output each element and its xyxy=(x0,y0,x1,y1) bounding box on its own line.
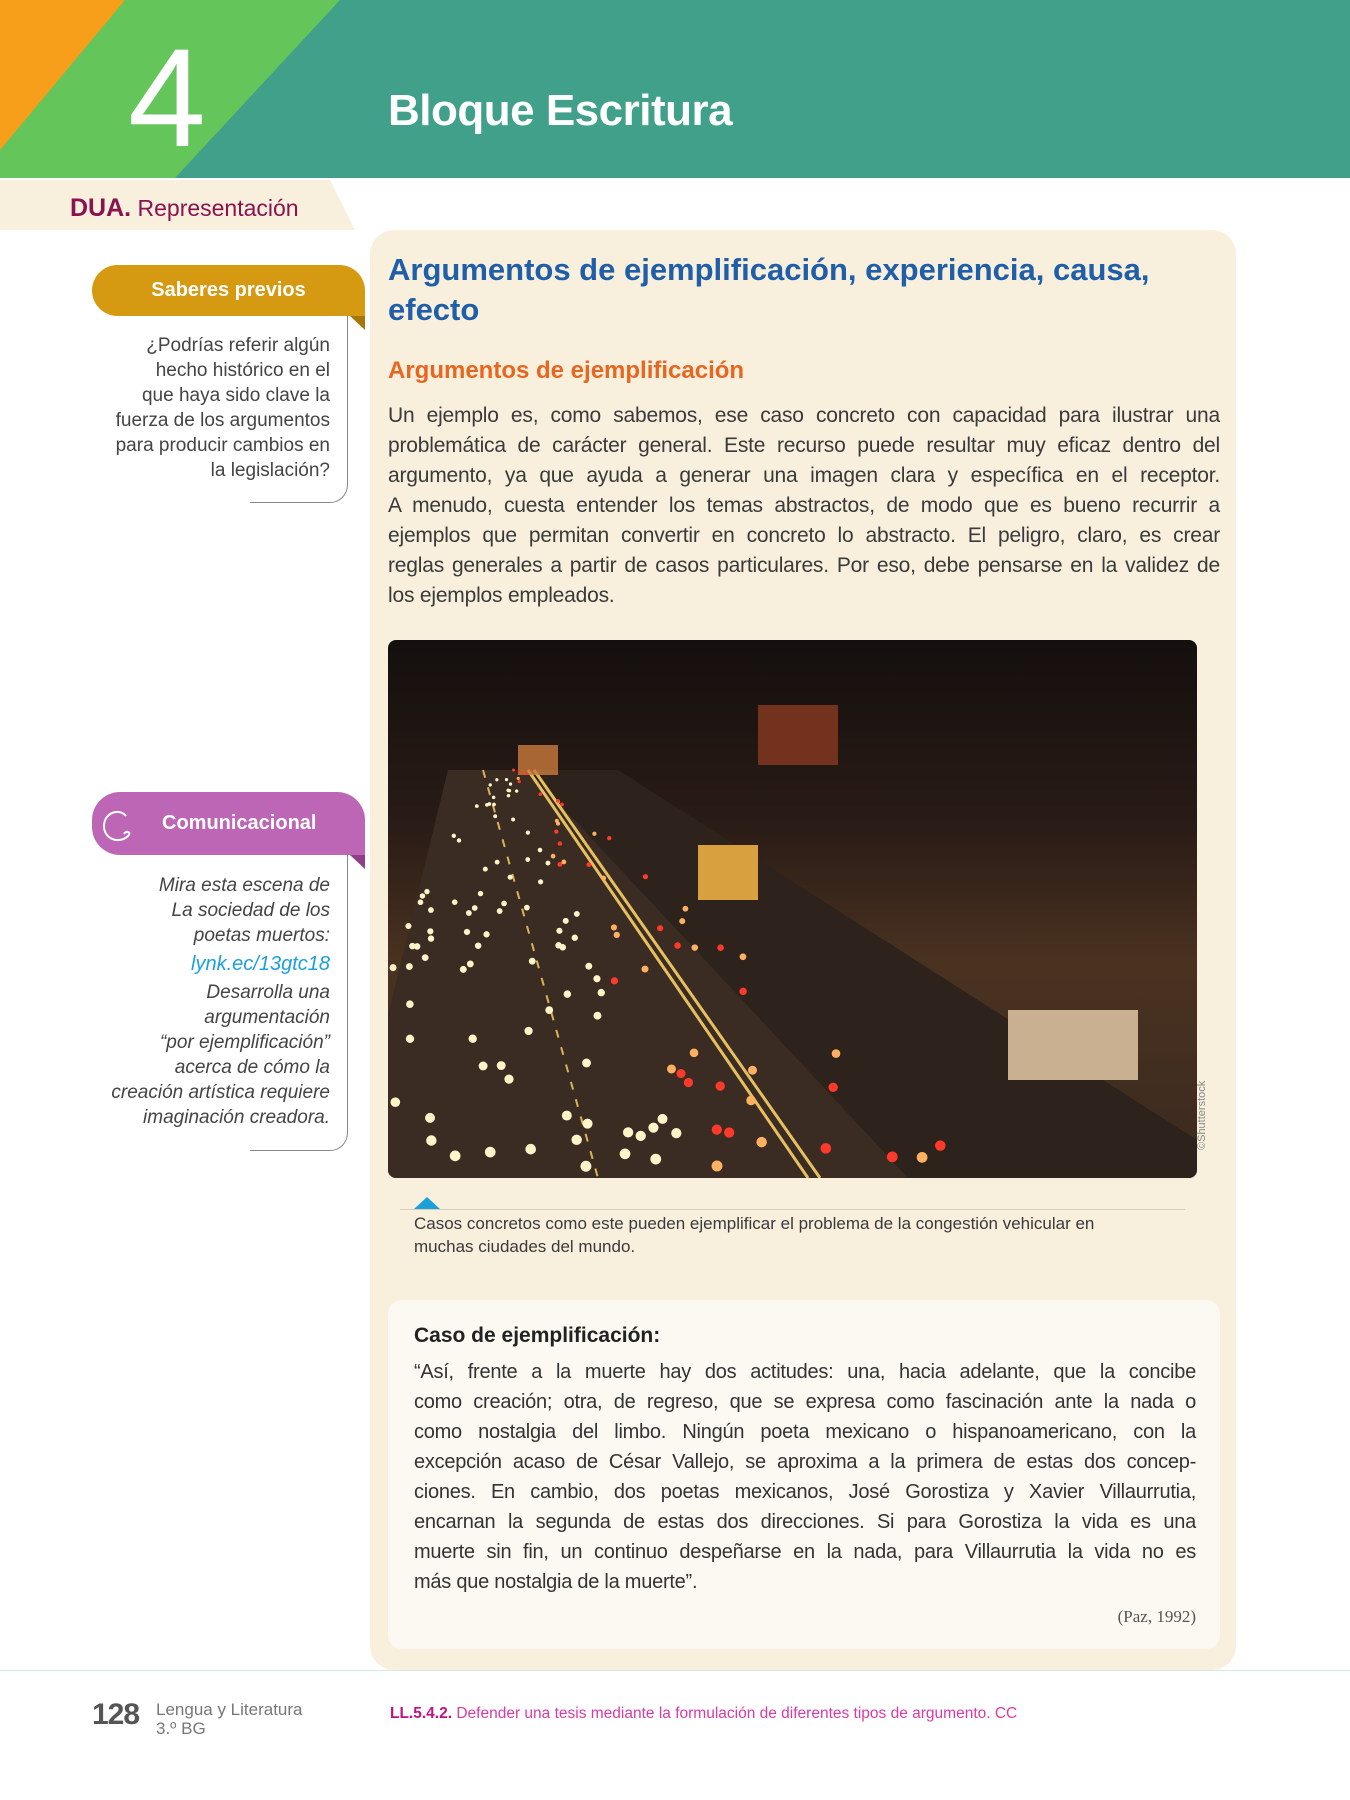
quote-line: como nostalgia del limbo. Ningún poeta mexicano o hispanoamericano, con la xyxy=(414,1421,1196,1443)
vehicle-light xyxy=(712,1161,723,1172)
subject-label xyxy=(156,1700,303,1738)
vehicle-light xyxy=(832,1049,841,1058)
vehicle-light xyxy=(556,822,560,826)
vehicle-light xyxy=(592,832,596,836)
vehicle-light xyxy=(917,1152,928,1163)
vehicle-light xyxy=(450,1151,461,1162)
vehicle-light xyxy=(671,1128,681,1138)
vehicle-light xyxy=(518,770,521,773)
vehicle-light xyxy=(582,1059,591,1068)
vehicle-light xyxy=(594,1012,602,1020)
vehicle-light xyxy=(828,1083,837,1092)
vehicle-light xyxy=(507,794,511,798)
vehicle-light xyxy=(406,1000,414,1008)
vehicle-light xyxy=(642,966,649,973)
vehicle-light xyxy=(563,918,569,924)
vehicle-light xyxy=(495,778,498,781)
traffic-photo xyxy=(388,640,1197,1178)
caption-line: Casos concretos como este pueden ejemplificar el problema de la congestión vehicular en xyxy=(414,1214,1095,1233)
saberes-previos-header xyxy=(92,265,365,316)
vehicle-light xyxy=(582,1119,592,1129)
caption-divider xyxy=(400,1209,1185,1210)
vehicle-light xyxy=(724,1127,734,1137)
vehicle-light xyxy=(485,1147,496,1158)
vehicle-light xyxy=(391,1097,401,1107)
body-line: problemática de carácter general. Este recurso puede resultar muy eficaz dentro del xyxy=(388,434,1220,457)
vehicle-light xyxy=(515,789,518,792)
quote-line: excepción acaso de César Vallejo, se aproxima a la primera de estas dos concep- xyxy=(414,1451,1196,1473)
vehicle-light xyxy=(479,1062,488,1071)
vehicle-light xyxy=(492,796,496,800)
dua-label xyxy=(70,194,299,223)
vehicle-light xyxy=(469,1035,477,1043)
vehicle-light xyxy=(406,963,413,970)
caption-line: muchas ciudades del mundo. xyxy=(414,1237,636,1256)
vehicle-light xyxy=(511,818,515,822)
vehicle-light xyxy=(467,960,474,967)
quote-line: encarnan la segunda de estas dos direcciones. Si para Gorostiza la vida es una xyxy=(414,1511,1196,1533)
saberes-line: fuerza de los argumentos xyxy=(115,410,330,431)
vehicle-light xyxy=(611,924,617,930)
vehicle-light xyxy=(428,907,434,913)
footer-divider xyxy=(0,1670,1350,1671)
photo-credit: ©Shutterstock xyxy=(1196,1080,1208,1150)
vehicle-light xyxy=(574,911,580,917)
com-line: poetas muertos: xyxy=(193,925,330,946)
vehicle-light xyxy=(887,1151,898,1162)
com-line: La sociedad de los xyxy=(171,900,330,921)
vehicle-light xyxy=(643,874,648,879)
vehicle-light xyxy=(495,860,500,865)
comunicacional-fold xyxy=(350,855,365,869)
vehicle-light xyxy=(572,935,578,941)
vehicle-light xyxy=(690,1049,699,1058)
body-line: reglas generales a partir de casos particulares. Por eso, debe pensarse en la validez de xyxy=(388,554,1220,577)
page-number: 128 xyxy=(92,1698,140,1731)
bus xyxy=(698,845,758,900)
body-line: ejemplos que permitan convertir en concreto lo abstracto. El peligro, claro, es crear xyxy=(388,524,1220,547)
quote-source: (Paz, 1992) xyxy=(1117,1607,1196,1626)
vehicle-light xyxy=(561,860,566,865)
com-line: imaginación creadora. xyxy=(143,1107,330,1128)
vehicle-light xyxy=(586,862,591,867)
vehicle-light xyxy=(457,838,461,842)
traffic-illustration xyxy=(388,640,1197,1178)
vehicle-light xyxy=(585,963,592,970)
communication-c-icon xyxy=(100,808,136,844)
saberes-line: para producir cambios en xyxy=(115,435,330,456)
vehicle-light xyxy=(452,899,458,905)
vehicle-light xyxy=(497,908,503,914)
vehicle-light xyxy=(524,1027,532,1035)
vehicle-light xyxy=(558,841,562,845)
quote-line: como creación; otra, de regreso, que se expresa como fascinación ante la nada o xyxy=(414,1391,1196,1413)
vehicle-light xyxy=(657,925,663,931)
vehicle-light xyxy=(538,879,543,884)
vehicle-light xyxy=(821,1143,832,1154)
curriculum-standard xyxy=(390,1705,1017,1723)
vehicle-light xyxy=(555,942,562,949)
vehicle-light xyxy=(526,831,530,835)
vehicle-light xyxy=(650,1154,661,1165)
vehicle-light xyxy=(517,777,520,780)
vehicle-light xyxy=(406,1035,414,1043)
vehicle-light xyxy=(551,854,556,859)
vehicle-light xyxy=(460,966,467,973)
vehicle-light xyxy=(422,954,429,961)
standard-text: Defender una tesis mediante la formulación de diferentes tipos de argumento. CC xyxy=(456,1705,1018,1722)
quote-line: muerte sin fin, un continuo despeñarse en la nada, para Villaurrutia la vida no es xyxy=(414,1541,1196,1563)
vehicle-light xyxy=(529,958,536,965)
vehicle-light xyxy=(525,857,530,862)
vehicle-light xyxy=(562,1111,572,1121)
vehicle-light xyxy=(390,964,397,971)
grade-label: 3.º BG xyxy=(156,1719,206,1738)
vehicle-light xyxy=(756,1137,766,1147)
vehicle-light xyxy=(683,906,689,912)
vehicle-light xyxy=(485,803,489,807)
vehicle-light xyxy=(623,1127,633,1137)
vehicle-light xyxy=(560,803,564,807)
vehicle-light xyxy=(418,899,424,905)
vehicle-light xyxy=(525,772,528,775)
subject-name: Lengua y Literatura xyxy=(156,1700,303,1719)
com-line: creación artística requiere xyxy=(111,1082,330,1103)
body-line: los ejemplos empleados. xyxy=(388,584,615,607)
vehicle-light xyxy=(554,830,558,834)
com-line: Desarrolla una xyxy=(206,982,330,1003)
section-subheading: Argumentos de ejemplificación xyxy=(388,357,745,384)
saberes-question xyxy=(92,333,330,483)
vehicle-light xyxy=(648,1123,658,1133)
dua-bold: DUA. xyxy=(70,194,132,222)
vehicle-light xyxy=(538,848,543,853)
vehicle-light xyxy=(712,1124,722,1134)
vehicle-light xyxy=(512,769,515,772)
vehicle-light xyxy=(658,1114,668,1124)
vehicle-light xyxy=(492,803,496,807)
vehicle-light xyxy=(506,789,509,792)
vehicle-light xyxy=(505,778,508,781)
body-line: A menudo, cuesta entender los temas abstractos, de modo que es bueno recurrir a xyxy=(388,494,1220,517)
vehicle-light xyxy=(501,901,507,907)
vehicle-light xyxy=(478,891,483,896)
vehicle-light xyxy=(509,782,512,785)
vehicle-light xyxy=(564,990,571,997)
vehicle-light xyxy=(636,1131,646,1141)
vehicle-light xyxy=(684,1078,693,1087)
vehicle-light xyxy=(740,953,747,960)
vehicle-light xyxy=(601,876,606,881)
com-line: acerca de cómo la xyxy=(174,1057,330,1078)
vehicle-light xyxy=(746,1096,756,1106)
quote-line: ciones. En cambio, dos poetas mexicanos, José Gorostiza y Xavier Villaurrutia, xyxy=(414,1481,1196,1503)
dua-text: Representación xyxy=(137,195,299,221)
vehicle-light xyxy=(556,928,562,934)
vehicle-light xyxy=(493,814,497,818)
billboard xyxy=(758,705,838,765)
vehicle-light xyxy=(739,988,746,995)
vehicle-light xyxy=(556,799,560,803)
vehicle-light xyxy=(539,792,542,795)
vehicle-light xyxy=(489,783,492,786)
saberes-line: hecho histórico en el xyxy=(155,360,330,381)
vehicle-light xyxy=(483,867,488,872)
quote-line: más que nostalgia de la muerte”. xyxy=(414,1571,698,1593)
vehicle-light xyxy=(692,944,699,951)
vehicle-light xyxy=(598,989,605,996)
saberes-line: la legislación? xyxy=(210,460,330,481)
vehicle-light xyxy=(674,942,681,949)
bus xyxy=(1008,1010,1138,1080)
com-line: argumentación xyxy=(204,1007,330,1028)
vehicle-light xyxy=(475,804,479,808)
vehicle-light xyxy=(428,935,434,941)
vehicle-light xyxy=(620,1148,631,1159)
vehicle-light xyxy=(571,1135,581,1145)
vehicle-light xyxy=(935,1140,946,1151)
vehicle-light xyxy=(420,893,426,899)
vehicle-light xyxy=(676,1069,685,1078)
vehicle-light xyxy=(748,1066,757,1075)
chapter-number: 4 xyxy=(128,19,206,176)
vehicle-light xyxy=(607,836,611,840)
vehicle-light xyxy=(667,1064,676,1073)
video-link[interactable]: lynk.ec/13gtc18 xyxy=(191,953,330,975)
body-line: argumento, ya que ayuda a generar una imagen clara y específica en el receptor. xyxy=(388,464,1220,487)
vehicle-light xyxy=(524,905,530,911)
vehicle-light xyxy=(427,928,433,934)
quote-line: “Así, frente a la muerte hay dos actitudes: una, hacia adelante, que la concibe xyxy=(414,1361,1196,1383)
quote-title: Caso de ejemplificación: xyxy=(414,1324,661,1347)
vehicle-light xyxy=(717,944,724,951)
vehicle-light xyxy=(508,875,513,880)
vehicle-light xyxy=(424,889,429,894)
vehicle-light xyxy=(464,929,470,935)
vehicle-light xyxy=(475,942,482,949)
vehicle-light xyxy=(614,932,620,938)
header-title: Bloque Escritura xyxy=(388,86,733,135)
vehicle-light xyxy=(525,1144,536,1155)
vehicle-light xyxy=(466,910,472,916)
body-paragraph xyxy=(388,401,1220,611)
vehicle-light xyxy=(483,931,489,937)
vehicle-light xyxy=(546,861,551,866)
vehicle-light xyxy=(716,1081,725,1090)
vehicle-light xyxy=(679,918,685,924)
quote-text xyxy=(414,1357,1196,1597)
vehicle-light xyxy=(405,923,411,929)
section-heading: Argumentos de ejemplificación, experiencia, causa, efecto xyxy=(388,252,1150,327)
vehicle-light xyxy=(409,943,416,950)
caption-triangle-icon xyxy=(414,1197,440,1209)
vehicle-light xyxy=(593,975,600,982)
vehicle-light xyxy=(504,1075,513,1084)
vehicle-light xyxy=(545,1006,553,1014)
saberes-line: ¿Podrías referir algún xyxy=(146,335,330,356)
comunicacional-title: Comunicacional xyxy=(162,812,317,834)
vehicle-light xyxy=(426,1135,436,1145)
vehicle-light xyxy=(518,780,521,783)
vehicle-light xyxy=(425,1113,435,1123)
saberes-line: que haya sido clave la xyxy=(141,385,330,406)
saberes-fold xyxy=(350,316,365,330)
photo-caption xyxy=(414,1212,1194,1258)
comunicacional-text xyxy=(92,873,330,1130)
vehicle-light xyxy=(497,1061,506,1070)
vehicle-light xyxy=(611,977,618,984)
com-line: “por ejemplificación” xyxy=(159,1032,330,1053)
vehicle-light xyxy=(580,1161,591,1172)
saberes-title: Saberes previos xyxy=(151,279,306,301)
com-line: Mira esta escena de xyxy=(158,875,330,896)
standard-code: LL.5.4.2. xyxy=(390,1705,453,1722)
billboard xyxy=(518,745,558,775)
body-line: Un ejemplo es, como sabemos, ese caso concreto con capacidad para ilustrar una xyxy=(388,404,1220,427)
vehicle-light xyxy=(452,834,456,838)
vehicle-light xyxy=(472,905,478,911)
